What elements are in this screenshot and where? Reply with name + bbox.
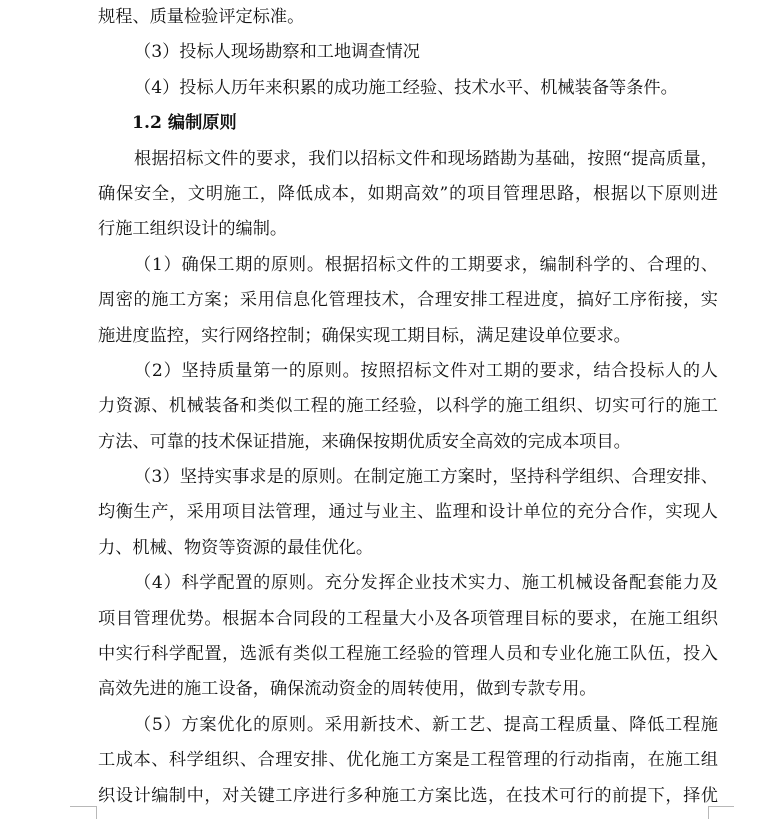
page-corner-mark-right [708,806,734,807]
principle-5-line-3: 织设计编制中，对关键工序进行多种施工方案比选，在技术可行的前提下，择优 [98,785,718,806]
principle-3-line-2: 均衡生产，采用项目法管理，通过与业主、监理和设计单位的充分合作，实现人 [98,502,718,523]
section-heading: 1.2 编制原则 [132,113,237,134]
page-corner-mark-left [70,806,96,807]
principle-4-line-1: （4）科学配置的原则。充分发挥企业技术实力、施工机械设备配套能力及 [134,573,718,594]
body-line-1: 规程、质量检验评定标准。 [98,7,305,27]
principle-4-line-4: 高效先进的施工设备，确保流动资金的周转使用，做到专款专用。 [98,679,597,700]
principle-1-line-1: （1）确保工期的原则。根据招标文件的工期要求，编制科学的、合理的、 [134,254,718,275]
principle-1-line-3: 施进度监控，实行网络控制；确保实现工期目标，满足建设单位要求。 [98,325,631,346]
principle-5-line-1: （5）方案优化的原则。采用新技术、新工艺、提高工程质量、降低工程施 [134,714,718,735]
principle-2-line-2: 力资源、机械装备和类似工程的施工经验，以科学的施工组织、切实可行的施工 [98,396,718,417]
page-corner-tick-right [708,806,709,819]
principle-4-line-2: 项目管理优势。根据本合同段的工程量大小及各项管理目标的要求，在施工组织 [98,608,718,629]
body-line-6: 确保安全，文明施工，降低成本，如期高效”的项目管理思路，根据以下原则进 [98,183,718,204]
body-line-7: 行施工组织设计的编制。 [98,219,288,240]
principle-2-line-1: （2）坚持质量第一的原则。按照招标文件对工期的要求，结合投标人的人 [134,360,718,381]
principle-1-line-2: 周密的施工方案；采用信息化管理技术，合理安排工程进度，搞好工序衔接，实 [98,290,718,311]
principle-3-line-1: （3）坚持实事求是的原则。在制定施工方案时，坚持科学组织、合理安排、 [134,467,718,488]
document-body [98,0,718,814]
list-item-3: （3）投标人现场勘察和工地调查情况 [134,42,420,63]
principle-3-line-3: 力、机械、物资等资源的最佳优化。 [98,537,374,558]
body-line-5: 根据招标文件的要求，我们以招标文件和现场踏勘为基础，按照“提高质量， [134,148,718,169]
principle-2-line-3: 方法、可靠的技术保证措施，来确保按期优质安全高效的完成本项目。 [98,431,631,452]
principle-4-line-3: 中实行科学配置，选派有类似工程施工经验的管理人员和专业化施工队伍，投入 [98,644,718,665]
list-item-4: （4）投标人历年来积累的成功施工经验、技术水平、机械装备等条件。 [134,77,678,98]
page-corner-tick-left [96,806,97,819]
principle-5-line-2: 工成本、科学组织、合理安排、优化施工方案是工程管理的行动指南，在施工组 [98,750,718,771]
